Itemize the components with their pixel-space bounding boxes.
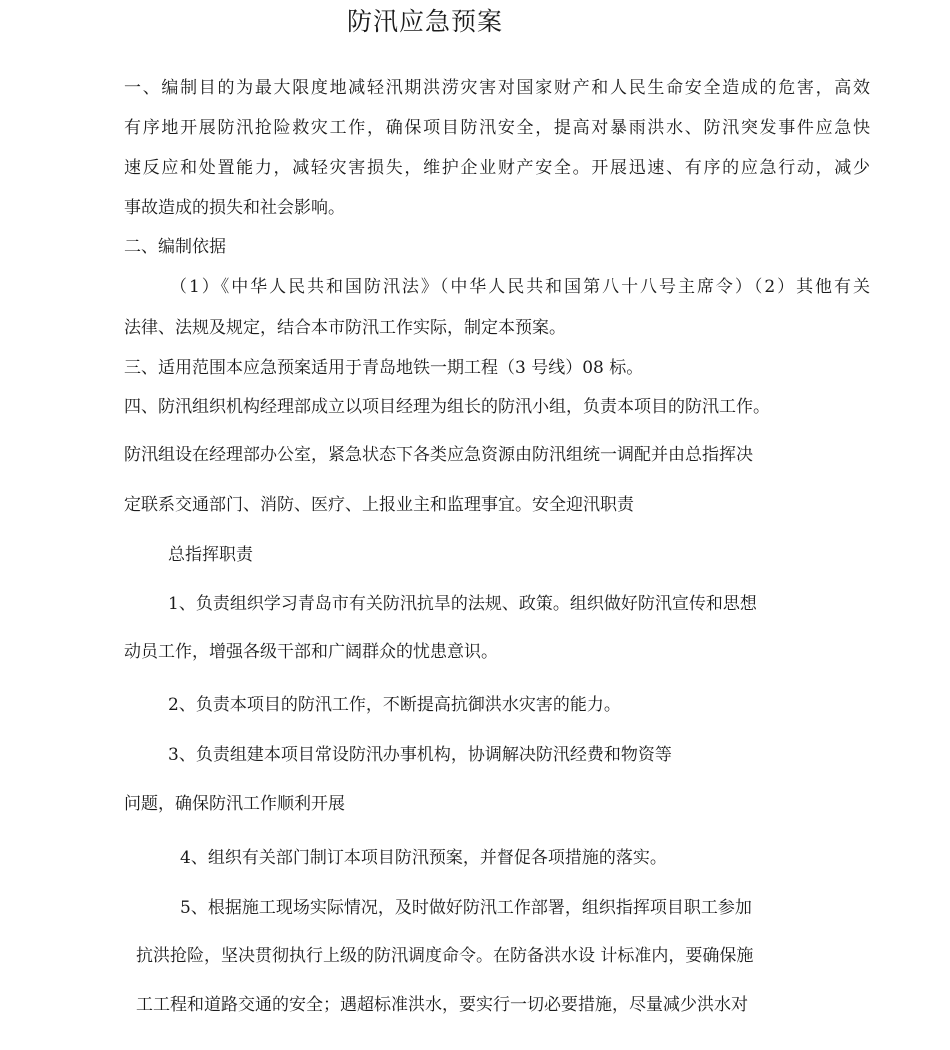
paragraph-line: 有序地开展防汛抢险救灾工作，确保项目防汛安全，提高对暴雨洪水、防汛突发事件应急快 (124, 118, 870, 138)
paragraph-line: 法律、法规及规定，结合本市防汛工作实际，制定本预案。 (124, 318, 566, 338)
paragraph-line: 防汛组设在经理部办公室，紧急状态下各类应急资源由防汛组统一调配并由总指挥决 (124, 445, 753, 465)
list-item: 2、负责本项目的防汛工作，不断提高抗御洪水灾害的能力。 (168, 695, 621, 715)
list-item-continuation: 问题，确保防汛工作顺利开展 (124, 794, 345, 814)
list-item: 5、根据施工现场实际情况，及时做好防汛工作部署，组织指挥项目职工参加 (180, 898, 752, 918)
paragraph-line: 四、防汛组织机构经理部成立以项目经理为组长的防汛小组，负责本项目的防汛工作。 (124, 397, 770, 417)
paragraph-line: 事故造成的损失和社会影响。 (124, 198, 345, 218)
paragraph-line: （1）《中华人民共和国防汛法》（中华人民共和国第八十八号主席令）（2）其他有关 (170, 277, 870, 297)
list-item: 3、负责组建本项目常设防汛办事机构，协调解决防汛经费和物资等 (168, 745, 672, 765)
list-item-continuation: 抗洪抢险，坚决贯彻执行上级的防汛调度命令。在防备洪水设 计标准内，要确保施 (136, 946, 754, 966)
list-item: 4、组织有关部门制订本项目防汛预案，并督促各项措施的落实。 (180, 848, 667, 868)
document-title: 防汛应急预案 (346, 7, 503, 36)
list-item-continuation: 动员工作，增强各级干部和广阔群众的忧患意识。 (124, 642, 498, 662)
paragraph-line: 定联系交通部门、消防、医疗、上报业主和监理事宜。安全迎汛职责 (124, 495, 634, 515)
paragraph-line: 一、编制目的为最大限度地减轻汛期洪涝灾害对国家财产和人民生命安全造成的危害，高效 (124, 78, 870, 98)
list-item-continuation: 工工程和道路交通的安全；遇超标准洪水，要实行一切必要措施，尽量减少洪水对 (136, 995, 748, 1015)
section-heading: 二、编制依据 (124, 237, 226, 257)
section-heading: 总指挥职责 (168, 545, 253, 565)
paragraph-line: 三、适用范围本应急预案适用于青岛地铁一期工程（3 号线）08 标。 (124, 358, 644, 378)
list-item: 1、负责组织学习青岛市有关防汛抗旱的法规、政策。组织做好防汛宣传和思想 (168, 594, 757, 614)
paragraph-line: 速反应和处置能力，减轻灾害损失，维护企业财产安全。开展迅速、有序的应急行动，减少 (124, 158, 870, 178)
